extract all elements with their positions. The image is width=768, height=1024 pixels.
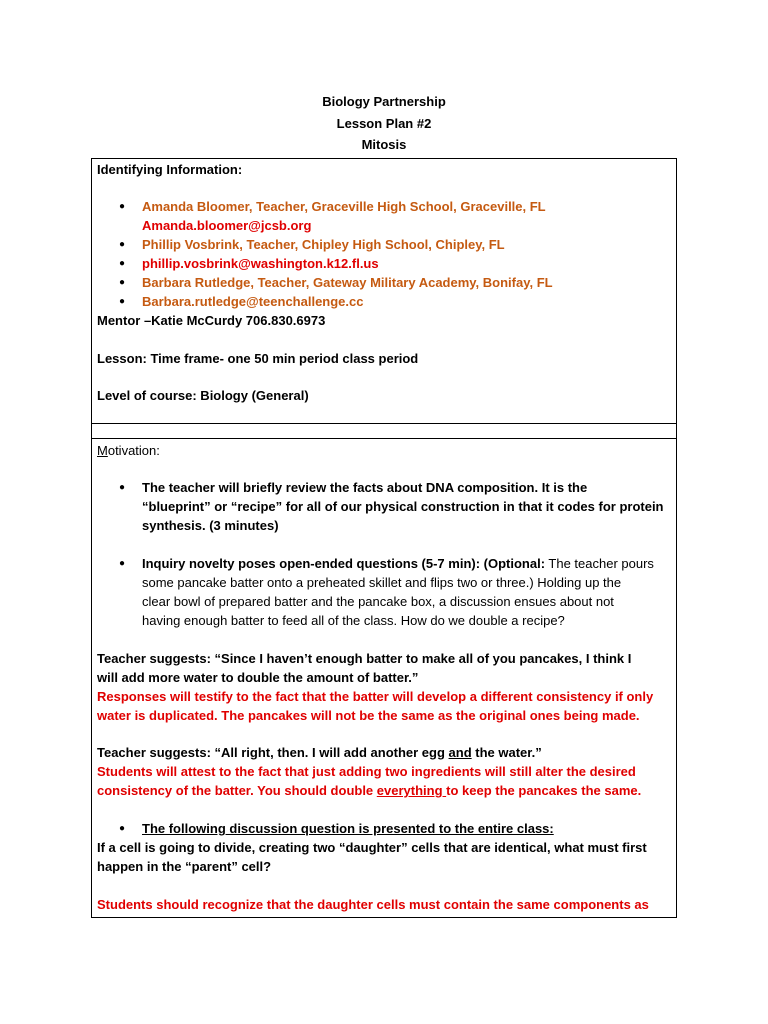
spacer-row <box>91 423 677 439</box>
bullet2-line4: having enough batter to feed all of the class. How do we double a recipe? <box>142 613 565 628</box>
bullet-icon: ● <box>119 201 126 212</box>
lesson-timeframe: Lesson: Time frame- one 50 min period class period <box>97 351 419 366</box>
bullet-icon: ● <box>119 239 126 250</box>
document-title: Biology Partnership <box>322 94 446 109</box>
bullet-icon: ● <box>119 277 126 288</box>
discussion-heading: The following discussion question is presented to the entire class: <box>142 821 554 836</box>
bullet2-line2: some pancake batter onto a preheated skillet and flips two or three.) Holding up the <box>142 575 622 590</box>
identifying-heading: Identifying Information: <box>97 162 243 177</box>
bullet2-line3: clear bowl of prepared batter and the pancake box, a discussion ensues about not <box>142 594 614 609</box>
motivation-heading: Motivation: <box>97 443 160 458</box>
bullet-icon: ● <box>119 558 126 569</box>
contact-amanda: Amanda Bloomer, Teacher, Graceville High School, Graceville, FL <box>142 199 546 214</box>
teacher-suggest1-line2: will add more water to double the amount of batter.” <box>97 670 419 685</box>
bullet-icon: ● <box>119 296 126 307</box>
bullet-icon: ● <box>119 823 126 834</box>
bullet1-line3: synthesis. (3 minutes) <box>142 518 279 533</box>
teacher-suggest2: Teacher suggests: “All right, then. I will add another egg and the water.” <box>97 745 542 760</box>
bullet1-line1: The teacher will briefly review the facts about DNA composition. It is the <box>142 480 588 495</box>
response1-line2: water is duplicated. The pancakes will not be the same as the original ones being made. <box>97 708 640 723</box>
contact-phillip: Phillip Vosbrink, Teacher, Chipley High School, Chipley, FL <box>142 237 505 252</box>
discussion-question-line1: If a cell is going to divide, creating two “daughter” cells that are identical, what must first <box>97 840 647 855</box>
bullet2-line1: Inquiry novelty poses open-ended questions (5-7 min): (Optional: The teacher pours <box>142 556 654 571</box>
bullet1-line2: “blueprint” or “recipe” for all of our physical construction in that it codes for protein <box>142 499 664 514</box>
contact-barbara: Barbara Rutledge, Teacher, Gateway Military Academy, Bonifay, FL <box>142 275 553 290</box>
expected-answer: Students should recognize that the daughter cells must contain the same components as <box>97 897 649 912</box>
email-phillip: phillip.vosbrink@washington.k12.fl.us <box>142 256 379 271</box>
email-amanda: Amanda.bloomer@jcsb.org <box>142 218 312 233</box>
mentor-line: Mentor –Katie McCurdy 706.830.6973 <box>97 313 326 328</box>
bullet-icon: ● <box>119 482 126 493</box>
bullet-icon: ● <box>119 258 126 269</box>
course-level: Level of course: Biology (General) <box>97 388 309 403</box>
discussion-question-line2: happen in the “parent” cell? <box>97 859 272 874</box>
teacher-suggest1-line1: Teacher suggests: “Since I haven’t enough batter to make all of you pancakes, I think I <box>97 651 632 666</box>
lesson-plan-number: Lesson Plan #2 <box>336 116 432 131</box>
response1-line1: Responses will testify to the fact that the batter will develop a different consistency if only <box>97 689 654 704</box>
lesson-topic: Mitosis <box>361 137 407 152</box>
response2-line2: consistency of the batter. You should double everything to keep the pancakes the same. <box>97 783 642 798</box>
email-barbara: Barbara.rutledge@teenchallenge.cc <box>142 294 364 309</box>
response2-line1: Students will attest to the fact that just adding two ingredients will still alter the desired <box>97 764 636 779</box>
